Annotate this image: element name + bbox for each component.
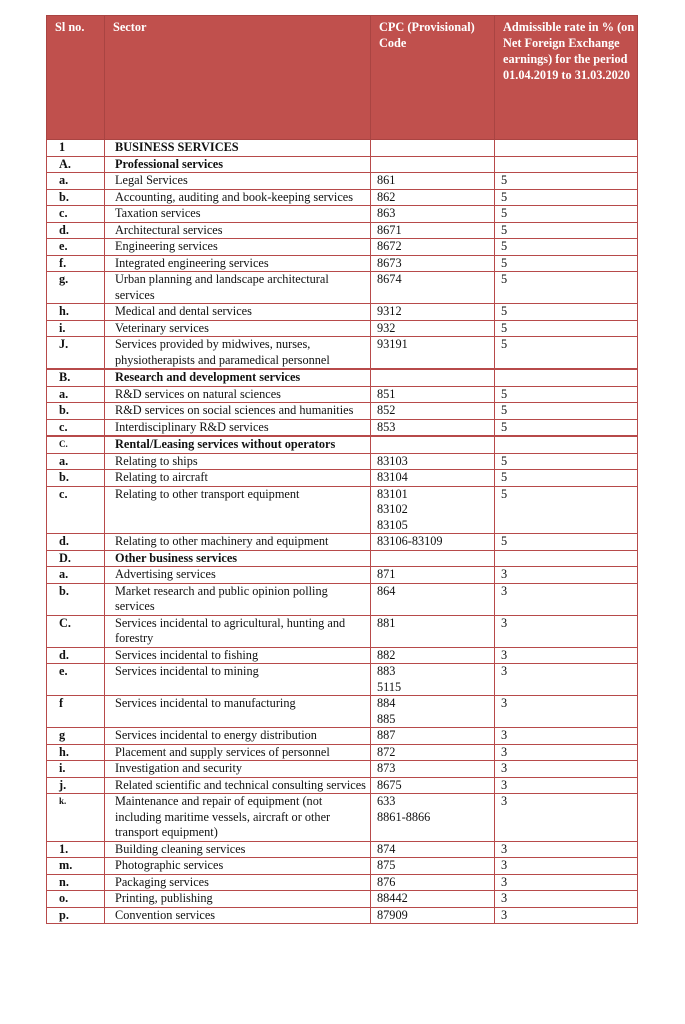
- row-sl-no: m.: [47, 858, 105, 875]
- table-row: [47, 403, 638, 420]
- row-sl-no: c.: [47, 486, 105, 534]
- table-row: [47, 615, 638, 647]
- table-row: [47, 728, 638, 745]
- table-row: [47, 320, 638, 337]
- row-rate: 5: [495, 222, 638, 239]
- row-sl-no: o.: [47, 891, 105, 908]
- row-cpc-code: 9312: [371, 304, 495, 321]
- row-rate: 5: [495, 403, 638, 420]
- table-row: [47, 664, 638, 696]
- row-sl-no: a.: [47, 453, 105, 470]
- row-cpc-code: 83103: [371, 453, 495, 470]
- table-row: [47, 304, 638, 321]
- table-row: [47, 486, 638, 534]
- row-sl-no: B.: [47, 369, 105, 386]
- row-sector: Packaging services: [105, 874, 371, 891]
- row-sl-no: h.: [47, 744, 105, 761]
- row-sector: Photographic services: [105, 858, 371, 875]
- table-row: [47, 337, 638, 370]
- row-sector: BUSINESS SERVICES: [105, 140, 371, 157]
- row-sector: Services incidental to manufacturing: [105, 696, 371, 728]
- table-row: [47, 453, 638, 470]
- row-cpc-code: 633 8861-8866: [371, 794, 495, 842]
- row-sector: Services incidental to mining: [105, 664, 371, 696]
- row-rate: 5: [495, 386, 638, 403]
- table-header-row: [47, 16, 638, 140]
- row-sector: Services provided by midwives, nurses, physiotherapists and paramedical personnel: [105, 337, 371, 370]
- row-rate: 5: [495, 272, 638, 304]
- table-row: [47, 470, 638, 487]
- table-row: [47, 386, 638, 403]
- table-row: [47, 534, 638, 551]
- row-cpc-code: 875: [371, 858, 495, 875]
- row-sector: Relating to other machinery and equipment: [105, 534, 371, 551]
- row-sector: Relating to aircraft: [105, 470, 371, 487]
- row-rate: 5: [495, 486, 638, 534]
- row-sl-no: i.: [47, 320, 105, 337]
- row-cpc-code: 874: [371, 841, 495, 858]
- row-sector: Legal Services: [105, 173, 371, 190]
- table-row: [47, 744, 638, 761]
- row-sl-no: D.: [47, 550, 105, 567]
- row-rate: 5: [495, 534, 638, 551]
- table-row: [47, 272, 638, 304]
- row-rate: 3: [495, 761, 638, 778]
- row-rate: [495, 369, 638, 386]
- table-row: [47, 696, 638, 728]
- row-rate: 3: [495, 647, 638, 664]
- row-sector: Architectural services: [105, 222, 371, 239]
- header-admissible-rate: Admissible rate in % (on Net Foreign Exchange earnings) for the period 01.04.2019 to 31.03.2020: [495, 16, 638, 140]
- row-sector: R&D services on social sciences and humanities: [105, 403, 371, 420]
- row-rate: 5: [495, 337, 638, 370]
- row-sl-no: a.: [47, 386, 105, 403]
- row-rate: 5: [495, 255, 638, 272]
- row-cpc-code: 884 885: [371, 696, 495, 728]
- document-page: [46, 15, 637, 924]
- row-sl-no: d.: [47, 647, 105, 664]
- row-sl-no: n.: [47, 874, 105, 891]
- row-sl-no: g.: [47, 272, 105, 304]
- row-cpc-code: 887: [371, 728, 495, 745]
- row-rate: [495, 436, 638, 453]
- row-cpc-code: 8672: [371, 239, 495, 256]
- row-sector: Accounting, auditing and book-keeping services: [105, 189, 371, 206]
- table-row: [47, 255, 638, 272]
- row-cpc-code: 871: [371, 567, 495, 584]
- row-cpc-code: 851: [371, 386, 495, 403]
- section-heading-row: [47, 140, 638, 157]
- row-sl-no: J.: [47, 337, 105, 370]
- row-cpc-code: 8673: [371, 255, 495, 272]
- row-rate: 3: [495, 891, 638, 908]
- row-sl-no: f.: [47, 255, 105, 272]
- section-heading-row: [47, 156, 638, 173]
- row-sector: Interdisciplinary R&D services: [105, 419, 371, 436]
- row-cpc-code: 87909: [371, 907, 495, 924]
- row-sector: Urban planning and landscape architectural services: [105, 272, 371, 304]
- sector-rate-table: [46, 15, 638, 924]
- row-sector: Taxation services: [105, 206, 371, 223]
- row-sector: Medical and dental services: [105, 304, 371, 321]
- table-row: [47, 794, 638, 842]
- row-cpc-code: 883 5115: [371, 664, 495, 696]
- row-sector: Related scientific and technical consulting services: [105, 777, 371, 794]
- row-rate: 3: [495, 728, 638, 745]
- row-sector: Convention services: [105, 907, 371, 924]
- row-cpc-code: [371, 369, 495, 386]
- table-row: [47, 189, 638, 206]
- row-rate: 3: [495, 583, 638, 615]
- row-rate: 3: [495, 615, 638, 647]
- row-sl-no: d.: [47, 222, 105, 239]
- section-heading-row: [47, 369, 638, 386]
- row-cpc-code: 876: [371, 874, 495, 891]
- row-sector: Services incidental to agricultural, hunting and forestry: [105, 615, 371, 647]
- row-cpc-code: 881: [371, 615, 495, 647]
- table-row: [47, 583, 638, 615]
- row-sector: Relating to other transport equipment: [105, 486, 371, 534]
- table-row: [47, 777, 638, 794]
- row-rate: 5: [495, 173, 638, 190]
- row-cpc-code: 93191: [371, 337, 495, 370]
- row-sl-no: A.: [47, 156, 105, 173]
- row-sector: Services incidental to fishing: [105, 647, 371, 664]
- row-cpc-code: 862: [371, 189, 495, 206]
- table-row: [47, 891, 638, 908]
- row-sl-no: h.: [47, 304, 105, 321]
- row-cpc-code: [371, 550, 495, 567]
- row-sl-no: c.: [47, 419, 105, 436]
- row-rate: 3: [495, 664, 638, 696]
- table-row: [47, 874, 638, 891]
- row-cpc-code: 8674: [371, 272, 495, 304]
- table-row: [47, 419, 638, 436]
- table-row: [47, 858, 638, 875]
- row-rate: 3: [495, 907, 638, 924]
- row-sl-no: g: [47, 728, 105, 745]
- row-sl-no: i.: [47, 761, 105, 778]
- row-sector: R&D services on natural sciences: [105, 386, 371, 403]
- row-cpc-code: 852: [371, 403, 495, 420]
- section-heading-row: [47, 550, 638, 567]
- table-row: [47, 761, 638, 778]
- row-sl-no: p.: [47, 907, 105, 924]
- row-sl-no: C.: [47, 436, 105, 453]
- row-sector: Research and development services: [105, 369, 371, 386]
- row-rate: 5: [495, 239, 638, 256]
- row-rate: 5: [495, 206, 638, 223]
- row-sector: Relating to ships: [105, 453, 371, 470]
- row-sl-no: e.: [47, 664, 105, 696]
- row-sector: Professional services: [105, 156, 371, 173]
- row-sl-no: b.: [47, 403, 105, 420]
- table-row: [47, 567, 638, 584]
- row-rate: 3: [495, 874, 638, 891]
- row-sl-no: b.: [47, 470, 105, 487]
- row-sl-no: b.: [47, 189, 105, 206]
- row-sector: Engineering services: [105, 239, 371, 256]
- table-body: [47, 140, 638, 924]
- row-sector: Advertising services: [105, 567, 371, 584]
- row-sl-no: 1.: [47, 841, 105, 858]
- row-rate: [495, 550, 638, 567]
- row-cpc-code: 861: [371, 173, 495, 190]
- row-rate: 5: [495, 419, 638, 436]
- row-sl-no: f: [47, 696, 105, 728]
- header-sector: Sector: [105, 16, 371, 140]
- table-row: [47, 841, 638, 858]
- row-sector: Veterinary services: [105, 320, 371, 337]
- table-row: [47, 206, 638, 223]
- row-rate: 5: [495, 470, 638, 487]
- row-rate: [495, 140, 638, 157]
- row-sector: Other business services: [105, 550, 371, 567]
- row-cpc-code: [371, 156, 495, 173]
- row-cpc-code: 873: [371, 761, 495, 778]
- row-sector: Printing, publishing: [105, 891, 371, 908]
- row-cpc-code: 83101 83102 83105: [371, 486, 495, 534]
- row-rate: 3: [495, 858, 638, 875]
- row-sector: Integrated engineering services: [105, 255, 371, 272]
- table-row: [47, 647, 638, 664]
- row-rate: 3: [495, 696, 638, 728]
- row-cpc-code: 863: [371, 206, 495, 223]
- row-sector: Market research and public opinion polling services: [105, 583, 371, 615]
- row-sl-no: a.: [47, 567, 105, 584]
- table-row: [47, 239, 638, 256]
- row-sector: Placement and supply services of personnel: [105, 744, 371, 761]
- table-row: [47, 907, 638, 924]
- row-rate: 3: [495, 744, 638, 761]
- row-sl-no: k.: [47, 794, 105, 842]
- row-cpc-code: 83106-83109: [371, 534, 495, 551]
- row-rate: 3: [495, 841, 638, 858]
- row-sl-no: j.: [47, 777, 105, 794]
- row-rate: 5: [495, 320, 638, 337]
- row-sl-no: C.: [47, 615, 105, 647]
- row-rate: 3: [495, 777, 638, 794]
- row-cpc-code: 8675: [371, 777, 495, 794]
- row-sl-no: c.: [47, 206, 105, 223]
- row-rate: 5: [495, 453, 638, 470]
- row-rate: 3: [495, 794, 638, 842]
- row-cpc-code: 882: [371, 647, 495, 664]
- row-sector: Building cleaning services: [105, 841, 371, 858]
- header-cpc-code: CPC (Provisional) Code: [371, 16, 495, 140]
- row-sector: Rental/Leasing services without operators: [105, 436, 371, 453]
- row-cpc-code: 932: [371, 320, 495, 337]
- row-cpc-code: 864: [371, 583, 495, 615]
- table-row: [47, 173, 638, 190]
- header-sl-no: Sl no.: [47, 16, 105, 140]
- row-rate: 3: [495, 567, 638, 584]
- row-sector: Maintenance and repair of equipment (not including maritime vessels, aircraft or other transport equipment): [105, 794, 371, 842]
- section-heading-row: [47, 436, 638, 453]
- row-cpc-code: [371, 436, 495, 453]
- row-sl-no: b.: [47, 583, 105, 615]
- row-rate: [495, 156, 638, 173]
- row-sl-no: a.: [47, 173, 105, 190]
- row-cpc-code: 83104: [371, 470, 495, 487]
- row-cpc-code: 872: [371, 744, 495, 761]
- row-cpc-code: 8671: [371, 222, 495, 239]
- row-cpc-code: 853: [371, 419, 495, 436]
- row-sl-no: 1: [47, 140, 105, 157]
- row-rate: 5: [495, 304, 638, 321]
- row-sector: Services incidental to energy distribution: [105, 728, 371, 745]
- row-rate: 5: [495, 189, 638, 206]
- row-cpc-code: 88442: [371, 891, 495, 908]
- row-cpc-code: [371, 140, 495, 157]
- row-sector: Investigation and security: [105, 761, 371, 778]
- row-sl-no: e.: [47, 239, 105, 256]
- row-sl-no: d.: [47, 534, 105, 551]
- table-row: [47, 222, 638, 239]
